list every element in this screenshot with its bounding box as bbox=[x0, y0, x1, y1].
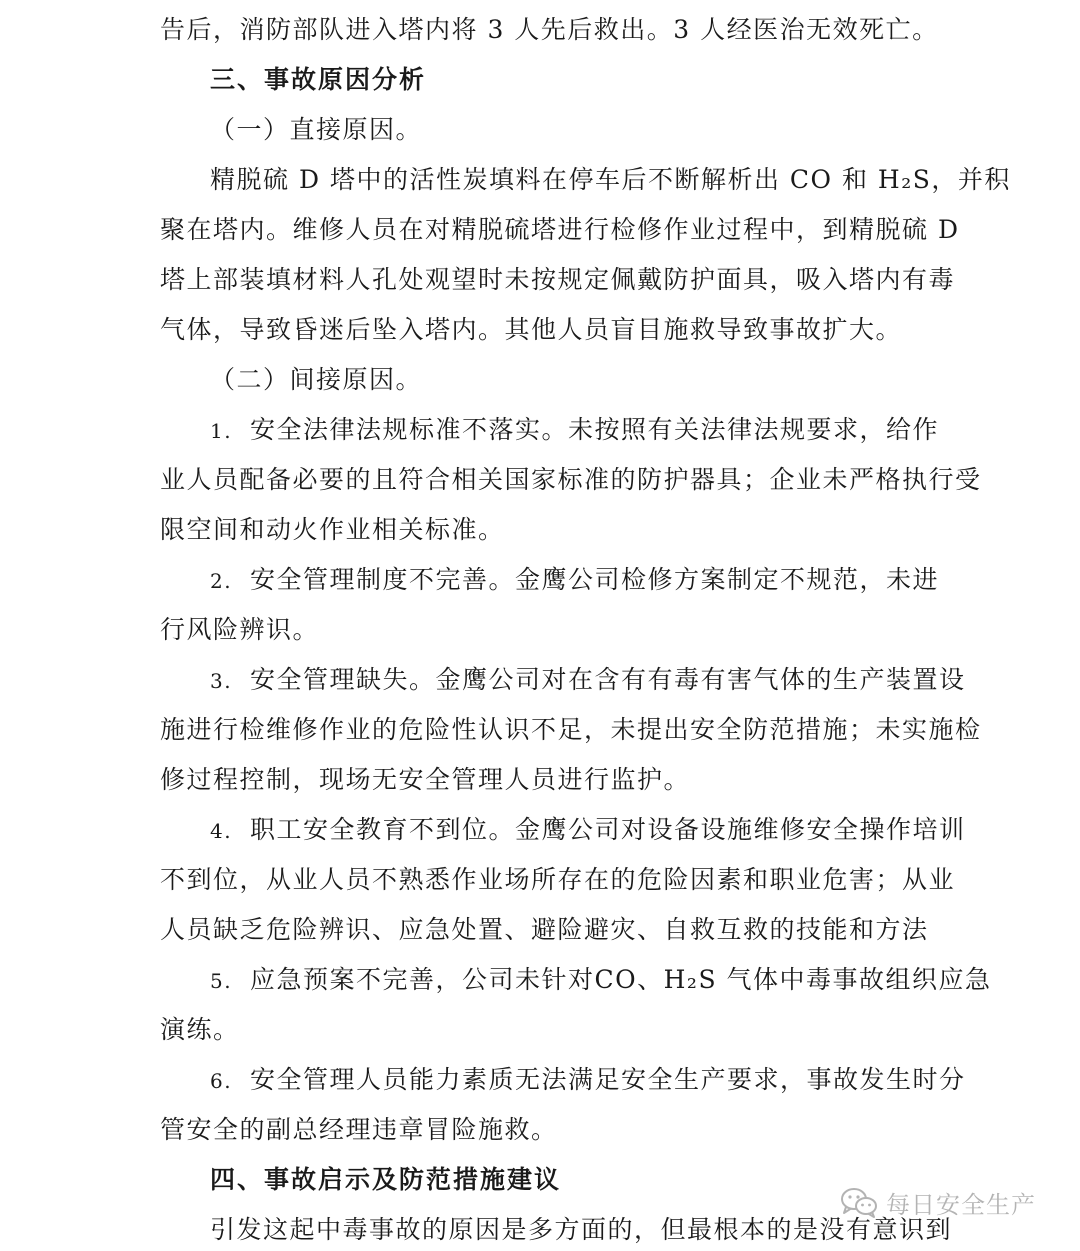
list-text: 应急预案不完善，公司未针对CO、H₂S 气体中毒事故组织应急 bbox=[250, 965, 992, 994]
text-line: 演练。 bbox=[160, 1015, 240, 1044]
text-line: 引发这起中毒事故的原因是多方面的，但最根本的是没有意识到 bbox=[210, 1215, 953, 1244]
text-line: 气体，导致昏迷后坠入塔内。其他人员盲目施救导致事故扩大。 bbox=[160, 315, 903, 344]
list-text: 安全法律法规标准不落实。未按照有关法律法规要求，给作 bbox=[250, 415, 940, 444]
subheading-indirect-cause: （二）间接原因。 bbox=[210, 365, 423, 394]
list-text: 安全管理制度不完善。金鹰公司检修方案制定不规范，未进 bbox=[250, 565, 940, 594]
list-text: 职工安全教育不到位。金鹰公司对设备设施维修安全操作培训 bbox=[250, 815, 966, 844]
text-line: 修过程控制，现场无安全管理人员进行监护。 bbox=[160, 765, 691, 794]
list-text: 安全管理人员能力素质无法满足安全生产要求，事故发生时分 bbox=[250, 1065, 966, 1094]
watermark-text: 每日安全生产 bbox=[886, 1190, 1036, 1219]
list-number: 4. bbox=[210, 819, 233, 843]
list-text: 安全管理缺失。金鹰公司对在含有有毒有害气体的生产装置设 bbox=[250, 665, 966, 694]
text-line: 塔上部装填材料人孔处观望时未按规定佩戴防护面具，吸入塔内有毒 bbox=[160, 265, 956, 294]
watermark bbox=[840, 1184, 1036, 1220]
text-line: 精脱硫 D 塔中的活性炭填料在停车后不断解析出 CO 和 H₂S，并积 bbox=[210, 165, 1011, 194]
text-line: 施进行检维修作业的危险性认识不足，未提出安全防范措施；未实施检 bbox=[160, 715, 982, 744]
text-line: 管安全的副总经理违章冒险施救。 bbox=[160, 1115, 558, 1144]
text-line: 告后，消防部队进入塔内将 3 人先后救出。3 人经医治无效死亡。 bbox=[160, 15, 939, 44]
section-heading-causes: 三、事故原因分析 bbox=[210, 65, 427, 94]
text-line: 行风险辨识。 bbox=[160, 615, 320, 644]
list-item bbox=[210, 415, 939, 446]
list-item bbox=[210, 965, 992, 996]
section-heading-recommendations: 四、事故启示及防范措施建议 bbox=[210, 1165, 562, 1194]
subheading-direct-cause: （一）直接原因。 bbox=[210, 115, 423, 144]
list-item bbox=[210, 1065, 966, 1096]
list-number: 6. bbox=[210, 1069, 233, 1093]
text-line: 人员缺乏危险辨识、应急处置、避险避灾、自救互救的技能和方法 bbox=[160, 915, 929, 944]
list-item bbox=[210, 565, 939, 596]
list-item bbox=[210, 815, 966, 846]
list-number: 5. bbox=[210, 969, 233, 993]
list-number: 2. bbox=[210, 569, 233, 593]
text-line: 聚在塔内。维修人员在对精脱硫塔进行检修作业过程中，到精脱硫 D bbox=[160, 215, 960, 244]
text-line: 限空间和动火作业相关标准。 bbox=[160, 515, 505, 544]
wechat-icon bbox=[840, 1186, 878, 1218]
list-number: 3. bbox=[210, 669, 233, 693]
list-number: 1. bbox=[210, 419, 233, 443]
text-line: 业人员配备必要的且符合相关国家标准的防护器具；企业未严格执行受 bbox=[160, 465, 982, 494]
list-item bbox=[210, 665, 966, 696]
text-line: 不到位，从业人员不熟悉作业场所存在的危险因素和职业危害；从业 bbox=[160, 865, 956, 894]
